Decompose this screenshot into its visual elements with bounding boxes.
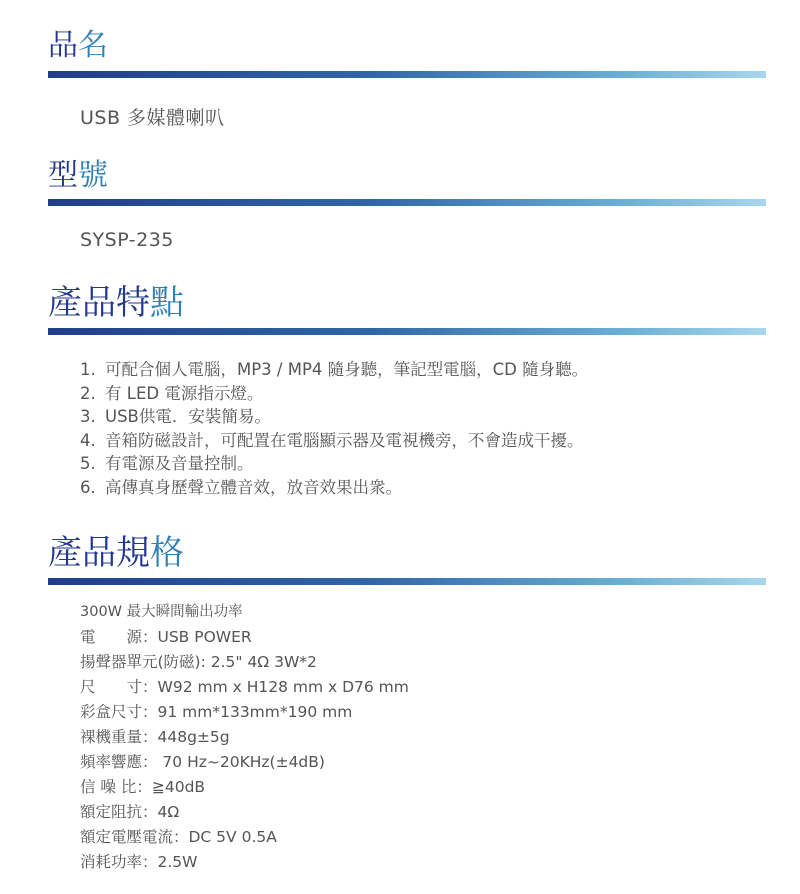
model-value: SYSP-235 [80, 229, 174, 251]
spec-item: 額定阻抗：4Ω [80, 803, 180, 821]
features-list [80, 358, 588, 499]
section-divider-bar [48, 199, 766, 206]
spec-item: 信 噪 比：≧40dB [80, 778, 206, 796]
spec-item: 頻率響應： 70 Hz~20KHz(±4dB) [80, 753, 325, 771]
section-title-specs: 產品規格 [48, 533, 184, 573]
section-divider-bar [48, 71, 766, 78]
spec-item: 電 源：USB POWER [80, 628, 252, 646]
spec-item: 額定電壓電流：DC 5V 0.5A [80, 828, 277, 846]
spec-item: 裸機重量：448g±5g [80, 728, 230, 746]
section-divider-bar [48, 328, 766, 335]
feature-item: 1. 可配合個人電腦，MP3 / MP4 隨身聽，筆記型電腦，CD 隨身聽。 [80, 360, 589, 379]
feature-item: 3. USB供電．安裝簡易。 [80, 407, 271, 426]
feature-item: 2. 有 LED 電源指示燈。 [80, 383, 264, 403]
section-title-product-name: 品名 [48, 28, 108, 63]
product-name-value: USB 多媒體喇叭 [80, 107, 225, 129]
section-divider-bar [48, 578, 766, 585]
spec-item: 揚聲器單元(防磁): 2.5" 4Ω 3W*2 [80, 653, 317, 671]
spec-item: 彩盒尺寸：91 mm*133mm*190 mm [80, 703, 353, 721]
spec-item: 消耗功率：2.5W [80, 853, 198, 871]
specs-list [80, 600, 409, 875]
spec-item: 尺 寸：W92 mm x H128 mm x D76 mm [80, 678, 409, 696]
feature-item: 6. 高傳真身歷聲立體音效，放音效果出衆。 [80, 477, 402, 497]
section-title-features: 產品特點 [48, 283, 184, 323]
section-title-model: 型號 [48, 158, 108, 193]
feature-item: 5. 有電源及音量控制。 [80, 454, 254, 473]
feature-item: 4. 音箱防磁設計，可配置在電腦顯示器及電視機旁，不會造成干擾。 [80, 430, 584, 450]
spec-item: 300W 最大瞬間輸出功率 [80, 604, 243, 620]
